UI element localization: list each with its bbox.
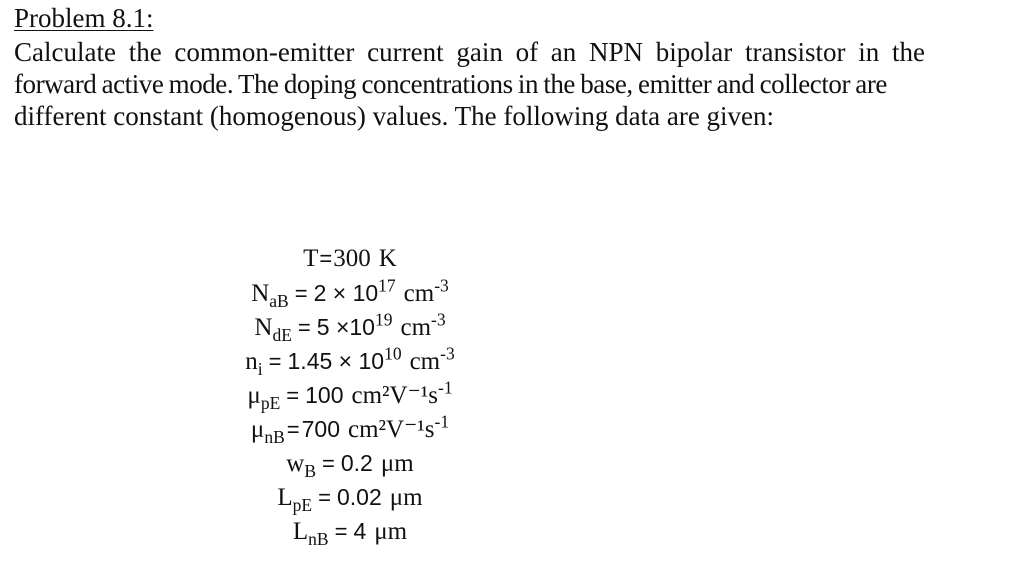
given-value: 5 ×10 [316,314,375,340]
given-equals: = [322,451,335,476]
given-equals: = [268,349,282,374]
given-subscript: i [257,359,263,380]
problem-title: Problem 8.1: [14,3,154,33]
problem-line-3: different constant (homogenous) values. The following data are given: [14,101,775,131]
given-unit: cm [409,348,441,375]
given-value: 100 [305,382,344,408]
problem-statement [14,36,996,132]
given-subscript: B [304,461,317,482]
given-symbol: n [245,348,258,375]
given-intrinsic-concentration [150,344,550,378]
given-subscript: pE [292,495,313,516]
given-equals: = [318,485,331,510]
given-symbol: T [303,245,319,272]
given-subscript: nB [264,427,285,448]
given-value: 0.02 [336,484,382,510]
given-emitter-diffusion-length [150,480,550,514]
given-unit-exponent: -3 [434,275,449,296]
given-symbol: μ [250,416,265,443]
given-unit: cm²V⁻¹s [351,382,439,409]
given-unit: μm [389,484,423,511]
given-value: 2 × 10 [313,280,379,306]
given-unit: K [378,245,397,272]
given-base-electron-mobility [150,412,550,446]
given-base-diffusion-length [150,514,550,548]
given-equals: = [286,417,300,442]
given-unit: μm [380,450,414,477]
given-unit: μm [374,518,408,545]
given-value: 0.2 [340,450,373,476]
given-subscript: nB [308,529,329,550]
given-subscript: pE [260,393,281,414]
given-subscript: dE [272,325,292,346]
given-symbol: μ [247,382,261,409]
problem-line-1: Calculate the common-emitter current gain of an NPN bipolar transistor in the [14,37,926,67]
given-unit-exponent: -1 [434,411,450,432]
given-exponent: 19 [374,309,393,330]
given-symbol: L [277,484,293,511]
given-value: 4 [353,518,367,544]
given-unit: cm [400,314,432,341]
given-equals: = [297,315,311,340]
given-subscript: aB [269,291,289,312]
given-emitter-hole-mobility [150,378,550,412]
given-unit: cm²V⁻¹s [347,416,435,443]
given-temperature [150,242,550,276]
given-base-doping [150,276,550,310]
given-base-width [150,446,550,480]
given-symbol: N [254,314,273,341]
given-unit-exponent: -3 [431,309,446,330]
given-value: 1.45 × 10 [287,348,385,374]
given-symbol: L [292,518,309,545]
given-value: 300 [333,245,371,272]
problem-line-2: forward active mode. The doping concentrations in the base, emitter and collector are [14,69,887,99]
given-unit-exponent: -1 [438,377,453,398]
given-emitter-doping [150,310,550,344]
given-data-list [150,242,550,548]
given-unit-exponent: -3 [440,343,455,364]
given-symbol: w [286,450,305,477]
given-equals: = [294,281,308,306]
given-value: 700 [301,416,340,442]
given-equals: = [319,246,333,271]
given-symbol: N [251,280,270,307]
given-unit: cm [403,280,435,307]
given-equals: = [334,519,348,544]
given-exponent: 17 [378,275,396,296]
given-equals: = [286,383,300,408]
given-exponent: 10 [384,343,402,364]
